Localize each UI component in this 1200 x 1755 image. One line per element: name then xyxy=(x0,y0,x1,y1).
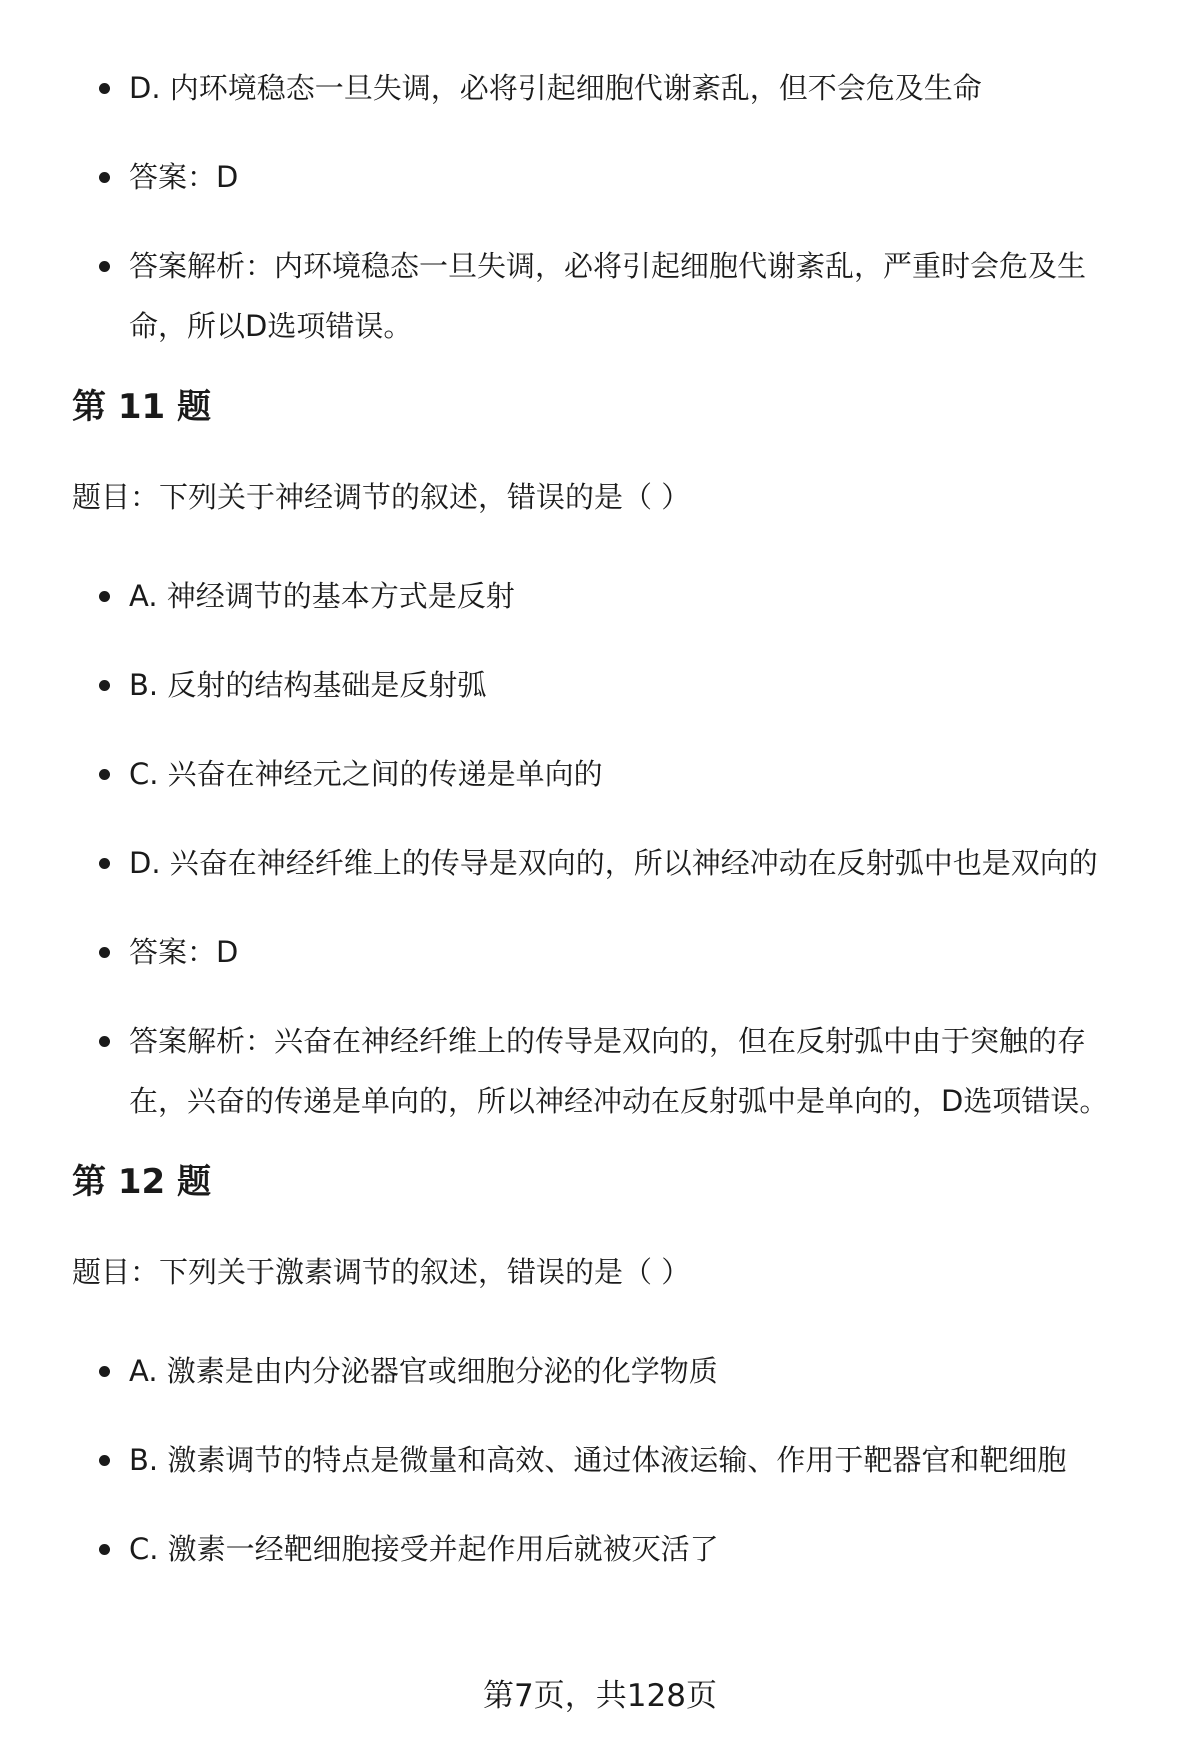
option-a: A. 神经调节的基本方式是反射 xyxy=(72,566,1142,626)
question-stem: 题目：下列关于激素调节的叙述，错误的是（ ） xyxy=(72,1255,691,1289)
page-number: 第7页，共128页 xyxy=(483,1678,717,1714)
option-b: B. 反射的结构基础是反射弧 xyxy=(72,655,1142,715)
answer-explanation: 答案解析：兴奋在神经纤维上的传导是双向的，但在反射弧中由于突触的存在，兴奋的传递是单向的，所以神经冲动在反射弧中是单向的，D选项错误。 xyxy=(72,1011,1142,1131)
option-a: A. 激素是由内分泌器官或细胞分泌的化学物质 xyxy=(72,1341,1142,1401)
option-b: B. 激素调节的特点是微量和高效、通过体液运输、作用于靶器官和靶细胞 xyxy=(72,1430,1142,1490)
carry-over-list xyxy=(72,58,1142,356)
page-content xyxy=(72,58,1142,1608)
question-11-list xyxy=(72,566,1142,1131)
option-c: C. 激素一经靶细胞接受并起作用后就被灭活了 xyxy=(72,1519,1142,1579)
answer-explanation: 答案解析：内环境稳态一旦失调，必将引起细胞代谢紊乱，严重时会危及生命，所以D选项错误。 xyxy=(72,236,1142,356)
option-d: D. 兴奋在神经纤维上的传导是双向的，所以神经冲动在反射弧中也是双向的 xyxy=(72,833,1142,893)
question-heading: 第 12 题 xyxy=(72,1162,211,1202)
option-c: C. 兴奋在神经元之间的传递是单向的 xyxy=(72,744,1142,804)
question-stem: 题目：下列关于神经调节的叙述，错误的是（ ） xyxy=(72,480,691,514)
answer: 答案：D xyxy=(72,147,1142,207)
answer: 答案：D xyxy=(72,922,1142,982)
option-d: D. 内环境稳态一旦失调，必将引起细胞代谢紊乱，但不会危及生命 xyxy=(72,58,1142,118)
question-heading: 第 11 题 xyxy=(72,387,211,427)
question-12-list xyxy=(72,1341,1142,1579)
